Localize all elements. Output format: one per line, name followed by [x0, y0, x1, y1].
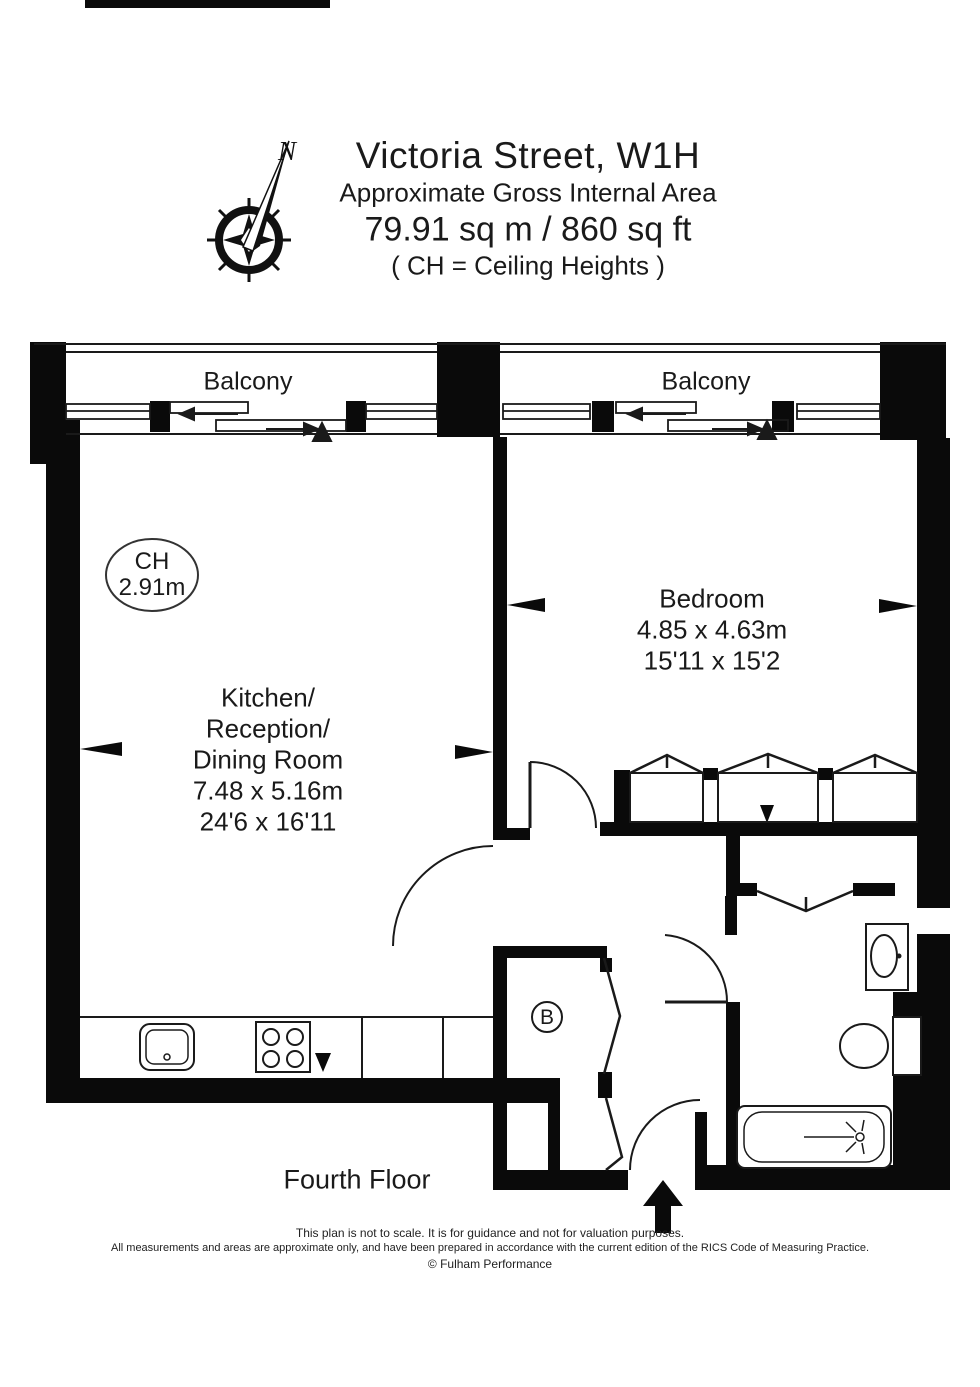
bedroom-label: [637, 584, 787, 677]
door-bifold-boiler-lower: [606, 1098, 622, 1170]
marker-down-triangle: [315, 1053, 331, 1072]
sink-icon: [140, 1024, 194, 1070]
marker-down-triangle: [760, 805, 774, 823]
arrow-left-icon: [180, 408, 194, 420]
wall-wardrobe-bottom: [600, 822, 917, 836]
wall-hall-bottom: [507, 1170, 628, 1190]
ch-abbrev: CH: [134, 548, 170, 575]
room-name: Bedroom: [659, 583, 765, 614]
disclaimer-line-2: All measurements and areas are approximate only, and have been prepared in accordance with the current edition of the RICS Code of Measuring Practice.: [111, 1242, 869, 1254]
marker-left-icon: [80, 742, 122, 756]
marker-left-icon: [507, 598, 545, 612]
wall-balcony-right-block: [880, 342, 946, 440]
arrow-left-icon: [628, 408, 642, 420]
page-title: Victoria Street, W1H: [355, 135, 701, 176]
wall-balcony-mid-block: [437, 342, 500, 437]
wall-notch: [905, 908, 950, 934]
wardrobe: [630, 773, 703, 822]
copyright-line: © Fulham Performance: [427, 1257, 553, 1271]
wall-divider-upper: [493, 437, 507, 828]
door-arc-kitchen: [393, 846, 493, 946]
sliding-door-panel: [170, 402, 248, 413]
room-name: Dining Room: [192, 744, 344, 775]
wall-left-step: [30, 438, 46, 464]
room-dims-imperial: 15'11 x 15'2: [643, 645, 781, 676]
marker-right-icon: [879, 599, 917, 613]
kitchen-label: [193, 683, 343, 838]
boiler-label: B: [539, 1006, 555, 1029]
marker-up-triangle: [313, 423, 331, 441]
kitchen-counter: [80, 1017, 493, 1078]
wall-entry-stub: [695, 1112, 707, 1172]
room-name: Reception/: [205, 713, 331, 744]
wall-boiler-top: [507, 946, 607, 958]
gross-internal-area: 79.91 sq m / 860 sq ft: [364, 210, 692, 249]
subtitle: Approximate Gross Internal Area: [339, 177, 717, 208]
compass-north-label: N: [277, 136, 297, 166]
room-name: Kitchen/: [221, 682, 315, 713]
ceiling-height-label: [119, 549, 186, 601]
hob-icon: [256, 1022, 310, 1072]
door-bifold-bathroom: [757, 891, 853, 911]
room-dims-imperial: 24'6 x 16'11: [199, 806, 337, 837]
door-arc-bedroom: [530, 762, 596, 828]
room-dims-metric: 7.48 x 5.16m: [192, 775, 344, 806]
marker-right-icon: [455, 745, 493, 759]
wall-wardrobe-left: [614, 770, 630, 822]
wardrobe: [833, 773, 917, 822]
sliding-door-panel: [616, 402, 696, 413]
bathtub-icon: [737, 1106, 891, 1168]
door-arc-entry: [630, 1100, 700, 1170]
door-bifold-boiler-upper: [604, 958, 620, 1074]
floor-label: Fourth Floor: [283, 1164, 431, 1195]
basin-icon: [866, 924, 908, 990]
balcony-left-label: Balcony: [203, 367, 293, 396]
wardrobes: [630, 754, 917, 822]
room-dims-metric: 4.85 x 4.63m: [636, 614, 788, 645]
balcony-right-label: Balcony: [661, 367, 751, 396]
toilet-icon: [840, 1017, 921, 1075]
ch-value: 2.91m: [118, 574, 186, 601]
disclaimer-line-1: This plan is not to scale. It is for guidance and not for valuation purposes.: [295, 1226, 685, 1240]
wall-divider-lower: [493, 946, 507, 1190]
compass-icon: [207, 136, 298, 282]
ceiling-height-note: ( CH = Ceiling Heights ): [391, 250, 665, 281]
wall-kitchen-bottom: [46, 1078, 560, 1103]
wall-left: [46, 420, 80, 1103]
scan-artifact-bar: [85, 0, 330, 8]
door-arc-hall: [665, 935, 727, 1002]
